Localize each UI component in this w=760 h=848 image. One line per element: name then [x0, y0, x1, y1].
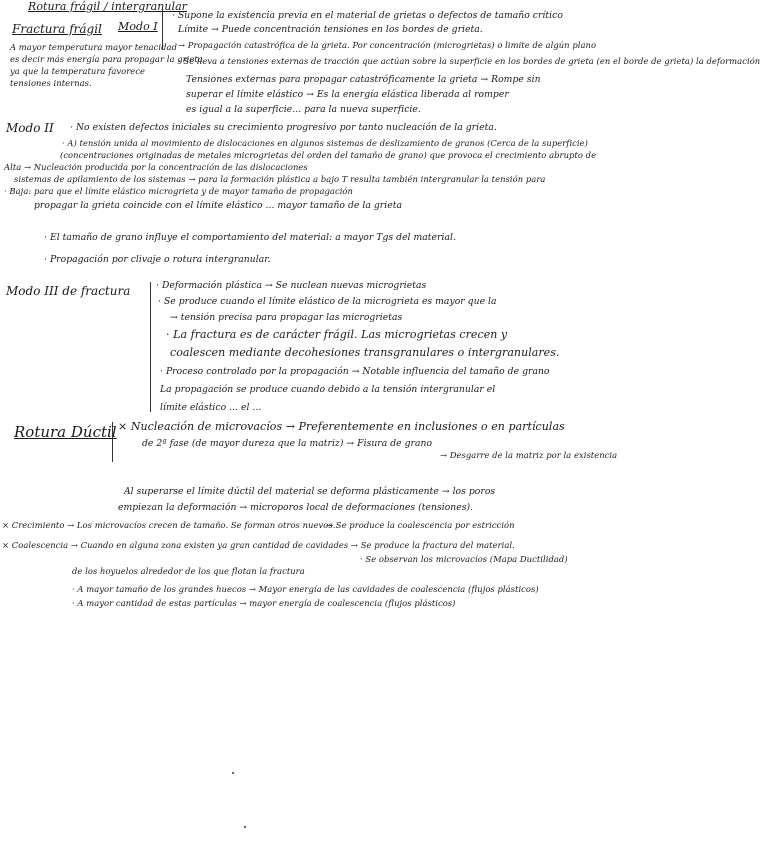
- rotura-line-2: de 2ª fase (de mayor dureza que la matriz) → Fisura de grano: [142, 438, 433, 449]
- rotura-line-6: × Crecimiento → Los microvacíos crecen de tamaño. Se forman otros nuevos.: [2, 520, 336, 530]
- rotura-brace: [112, 422, 113, 462]
- modo3-line-2: · Se produce cuando el límite elástico de la microgrieta es mayor que la: [158, 296, 497, 307]
- modo1-line-4: · Se lleva a tensiones externas de tracción que actúan sobre la superficie en los bordes de grieta (en el borde de grieta) la deformación: [178, 56, 760, 66]
- rotura-line-7: → Se produce la coalescencia por estricción: [326, 520, 515, 530]
- modo2-line-1: · No existen defectos iniciales su crecimiento progresivo por tanto nucleación de la grieta.: [70, 122, 497, 133]
- modo1-line-6: superar el límite elástico → Es la energía elástica liberada al romper: [186, 89, 509, 100]
- modo2-heading: Modo II: [6, 121, 54, 135]
- modo2-line-3: (concentraciones originadas de metales microgrietas del orden del tamaño de grano) que provoca el crecimiento abrupto de: [60, 150, 597, 160]
- stray-mark: [232, 772, 234, 774]
- rotura-line-12: · A mayor cantidad de estas partículas → mayor energía de coalescencia (flujos plásticos): [72, 598, 456, 608]
- modo1-line-7: es igual a la superficie... para la nueva superficie.: [186, 104, 421, 115]
- modo1-line-2: Límite → Puede concentración tensiones en los bordes de grieta.: [178, 24, 483, 35]
- rotura-line-4: Al superarse el límite dúctil del material se deforma plásticamente → los poros: [124, 486, 496, 497]
- modo2-line-7: propagar la grieta coincide con el límite elástico ... mayor tamaño de la grieta: [34, 200, 402, 211]
- modo1-left-note-1: A mayor temperatura mayor tenacidad: [10, 42, 177, 52]
- top-title: Rotura frágil / intergranular: [28, 0, 187, 13]
- modo1-tag: Modo I: [118, 20, 158, 33]
- rotura-line-9: · Se observan los microvacíos (Mapa Ductilidad): [360, 554, 568, 564]
- modo1-left-note-3: ya que la temperatura favorece: [10, 66, 146, 76]
- modo3-heading: Modo III de fractura: [6, 284, 131, 298]
- modo2-line-5: sistemas de apilamiento de los sistemas → para la formación plástica a bajo T resulta también intergranular la tensión para: [14, 174, 546, 184]
- modo1-line-3: → Propagación catastrófica de la grieta. Por concentración (microgrietas) o limite de algún plano: [178, 40, 597, 50]
- modo3-line-3: → tensión precisa para propagar las microgrietas: [170, 312, 403, 323]
- modo1-brace: [162, 10, 163, 50]
- modo2-line-4: Alta → Nucleación producida por la concentración de las dislocaciones: [4, 162, 308, 172]
- modo2-line-2: · A) tensión unida al movimiento de dislocaciones en algunos sistemas de deslizamiento de granos (Cerca de la superficie): [62, 138, 588, 148]
- rotura-line-3: → Desgarre de la matriz por la existencia: [440, 450, 618, 460]
- modo3-line-5: coalescen mediante decohesiones transgranulares o intergranulares.: [170, 346, 560, 359]
- modo3-line-4: · La fractura es de carácter frágil. Las microgrietas crecen y: [166, 328, 508, 341]
- modo3-line-8: límite elástico ... el ...: [160, 402, 262, 413]
- rotura-ductil-heading: Rotura Dúctil: [14, 423, 117, 441]
- modo1-left-note-4: tensiones internas.: [10, 78, 92, 88]
- modo3-brace: [150, 282, 151, 412]
- modo1-line-1: · Supone la existencia previa en el material de grietas o defectos de tamaño crítico: [172, 10, 563, 21]
- modo1-heading: Fractura frágil: [12, 22, 102, 36]
- modo3-line-6: · Proceso controlado por la propagación → Notable influencia del tamaño de grano: [160, 366, 550, 377]
- modo2-line-8: · El tamaño de grano influye el comportamiento del material: a mayor Tgs del material.: [44, 232, 456, 243]
- modo2-line-9: · Propagación por clivaje o rotura intergranular.: [44, 254, 271, 265]
- modo3-line-1: · Deformación plástica → Se nuclean nuevas microgrietas: [156, 280, 427, 291]
- stray-mark: [244, 826, 246, 828]
- rotura-line-1: × Nucleación de microvacíos → Preferentemente en inclusiones o en partículas: [118, 420, 565, 433]
- modo1-left-note-2: es decir más energía para propagar la grieta: [10, 54, 203, 64]
- rotura-line-11: · A mayor tamaño de los grandes huecos → Mayor energía de las cavidades de coalescencia (flujos plásticos): [72, 584, 539, 594]
- rotura-line-5: empiezan la deformación → microporos local de deformaciones (tensiones).: [118, 502, 474, 513]
- modo1-line-5: Tensiones externas para propagar catastróficamente la grieta → Rompe sin: [186, 74, 541, 85]
- modo3-line-7: La propagación se produce cuando debido a la tensión intergranular el: [160, 384, 496, 395]
- modo2-line-6: · Baja: para que el límite elástico microgrieta y de mayor tamaño de propagación: [4, 186, 353, 196]
- rotura-line-10: de los hoyuelos alrededor de los que flotan la fractura: [72, 566, 305, 576]
- rotura-line-8: × Coalescencia → Cuando en alguna zona existen ya gran cantidad de cavidades → Se produce la fractura del material.: [2, 540, 515, 550]
